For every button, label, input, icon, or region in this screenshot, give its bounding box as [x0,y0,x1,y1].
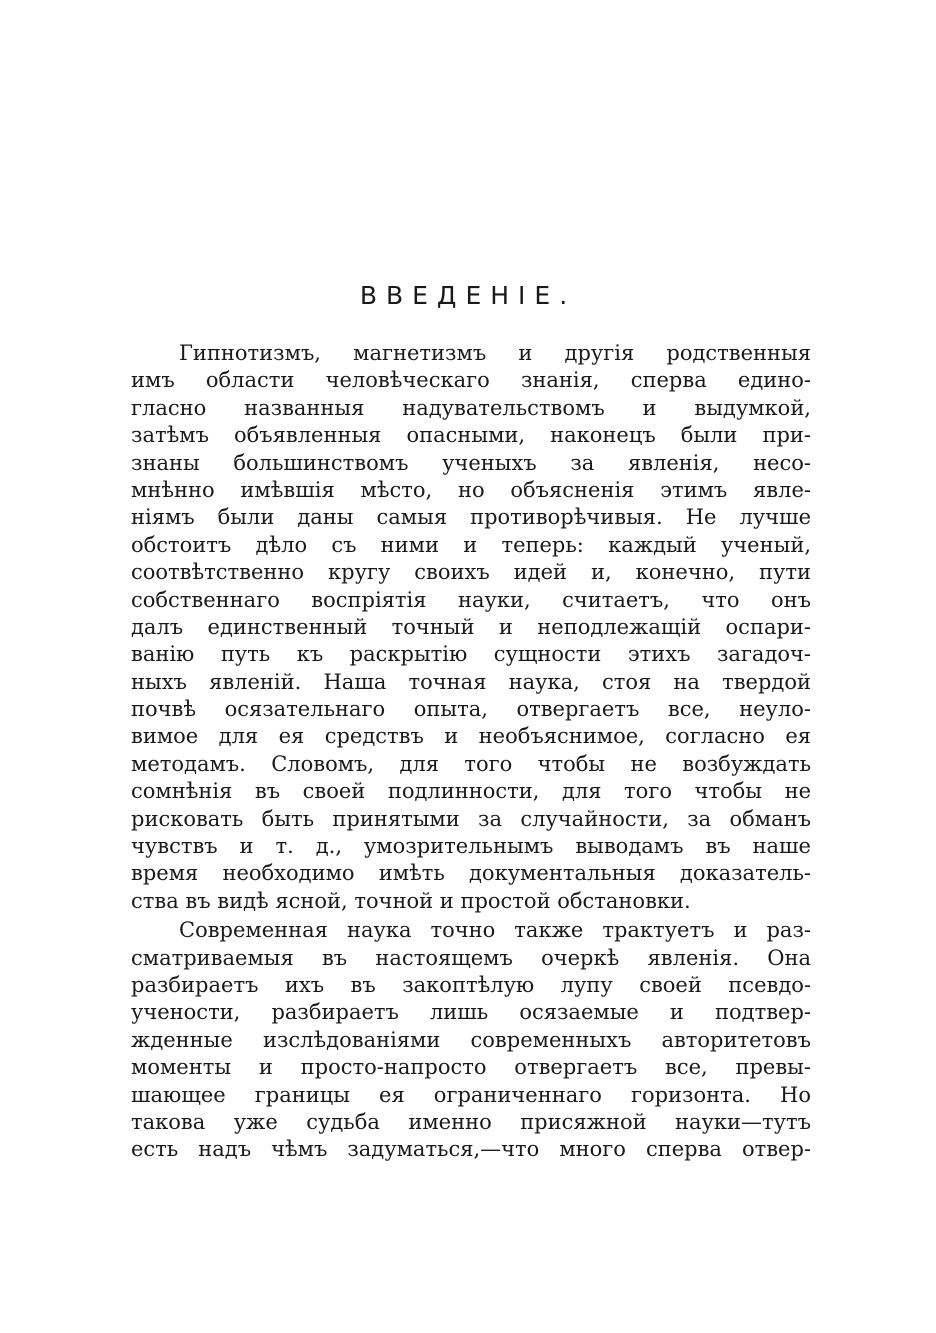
text-line: почвѣ осязательнаго опыта, отвергаетъ все, неуло- [131,697,811,722]
text-line: жденные изслѣдованіями современныхъ авторитетовъ [131,1027,811,1052]
text-line: есть надъ чѣмъ задуматься,—что много сперва отвер- [131,1137,811,1162]
text-line: разбираетъ ихъ въ закоптѣлую лупу своей псевдо- [131,972,811,997]
text-line: сматриваемыя въ настоящемъ очеркѣ явленія. Она [131,945,811,970]
text-line: методамъ. Словомъ, для того чтобы не возбуждать [131,751,811,776]
text-line: знаны большинствомъ ученыхъ за явленія, несо- [131,450,811,475]
text-line: ныхъ явленій. Наша точная наука, стоя на твердой [131,669,811,694]
text-line: рисковать быть принятыми за случайности, за обманъ [131,806,811,831]
chapter-heading: ВВЕДЕНІЕ. [359,281,577,310]
text-line: время необходимо имѣть документальныя доказатель- [131,861,811,886]
text-line: учености, разбираетъ лишь осязаемые и подтвер- [131,1000,811,1025]
text-line: обстоитъ дѣло съ ними и теперь: каждый ученый, [131,532,811,557]
text-line: мнѣнно имѣвшія мѣсто, но объясненія этимъ явле- [131,477,811,502]
text-line: гласно названныя надувательствомъ и выдумкой, [131,395,811,420]
text-line: Гипнотизмъ, магнетизмъ и другія родственныя [179,341,811,365]
text-line: чувствъ и т. д., умозрительнымъ выводамъ въ наше [131,834,811,859]
text-line: вимое для ея средствъ и необъяснимое, согласно ея [131,724,811,749]
text-line: соотвѣтственно кругу своихъ идей и, конечно, пути [131,560,811,585]
text-line: ства въ видѣ ясной, точной и простой обстановки. [131,888,691,913]
text-line: ванію путь къ раскрытію сущности этихъ загадоч- [131,642,811,667]
text-line: затѣмъ объявленныя опасными, наконецъ были при- [131,423,811,448]
text-line: моменты и просто-напросто отвергаетъ все, превы- [131,1055,811,1080]
text-line: шающее границы ея ограниченнаго горизонта. Но [131,1082,811,1107]
paragraph [131,917,811,1164]
text-line: далъ единственный точный и неподлежащій оспари- [131,614,811,639]
text-line: Современная наука точно также трактуетъ и раз- [179,918,811,943]
text-line: такова уже судьба именно присяжной науки—тутъ [131,1109,811,1134]
text-line: ніямъ были даны самыя противорѣчивыя. Не лучше [131,505,811,530]
paragraph [131,340,811,915]
body-text [131,340,811,1164]
text-line: имъ области человѣческаго знанія, сперва едино- [131,368,811,393]
text-line: сомнѣнія въ своей подлинности, для того чтобы не [131,779,811,804]
text-line: собственнаго воспріятія науки, считаетъ, что онъ [131,587,811,612]
